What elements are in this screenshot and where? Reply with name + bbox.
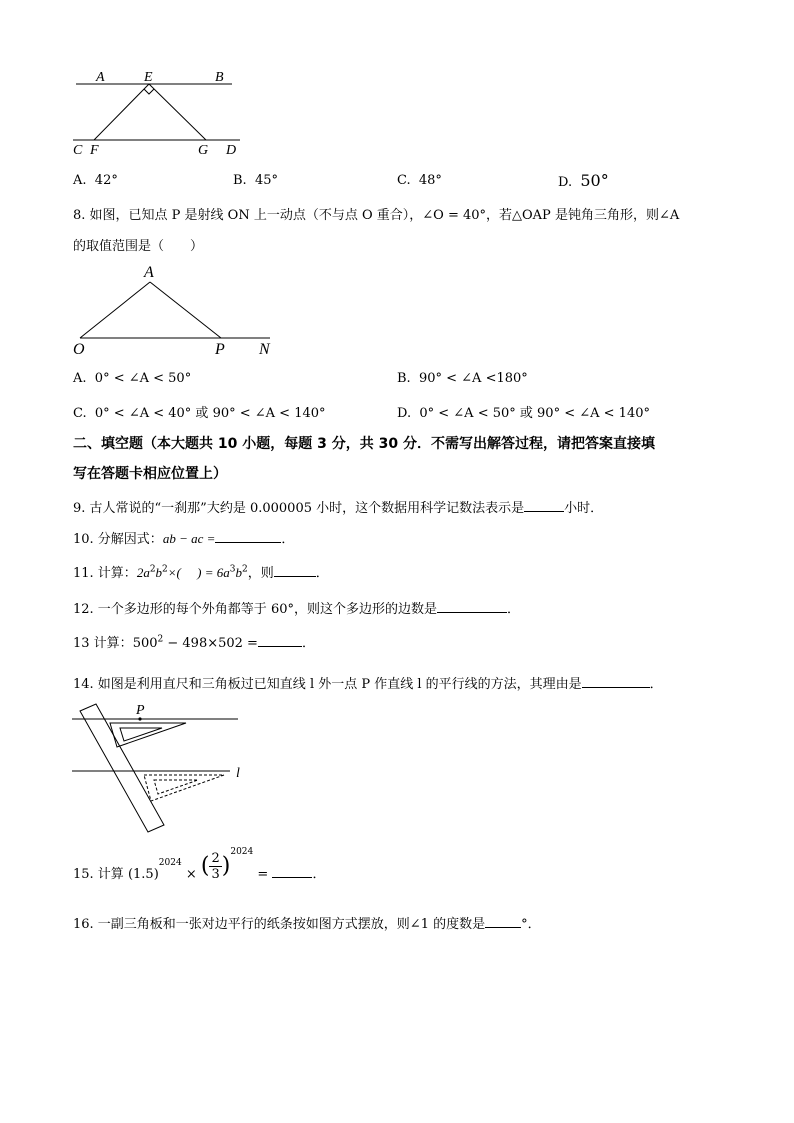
q12: [73, 598, 520, 617]
q9-answer-blank[interactable]: [524, 499, 564, 512]
q13-answer-blank[interactable]: [258, 634, 302, 647]
q8-option-a-letter: A.: [73, 371, 87, 386]
q8-option-d: [397, 402, 650, 421]
q15-times: ×: [185, 867, 197, 882]
q8-figure: [70, 262, 280, 357]
q8-stem-line1: 8. 如图，已知点 P 是射线 ON 上一动点（不与点 O 重合），∠O = 40°，若△OAP 是钝角三角形，则∠A: [73, 208, 680, 223]
q10-answer-blank[interactable]: [215, 530, 281, 543]
q8-option-c: [73, 402, 326, 421]
q8-option-a: [73, 371, 191, 386]
q11-answer-blank[interactable]: [274, 564, 316, 577]
q9-suffix: 小时．: [564, 501, 604, 516]
q11-exp4: 2: [241, 564, 248, 575]
q7-option-b-value: 45°: [254, 173, 278, 188]
q8-option-b-letter: B.: [397, 371, 411, 386]
fig7-label-B: B: [215, 70, 224, 85]
q11-expr-c: ×( ) = 6a: [167, 565, 230, 580]
q11: [73, 562, 329, 581]
q15-answer-blank[interactable]: [272, 865, 312, 878]
q16: [73, 913, 541, 932]
q15-base: (1.5): [127, 867, 159, 882]
q11-exp3: 3: [229, 564, 236, 575]
q7-option-a: [73, 173, 118, 188]
q7-option-d-letter: D.: [558, 175, 573, 190]
q15-exp1: 2024: [158, 857, 182, 868]
q15-text: 15. 计算: [73, 867, 124, 882]
q9-text: 9. 古人常说的“一刹那”大约是 0.000005 小时，这个数据用科学记数法表示是: [73, 501, 525, 516]
q7-option-b-letter: B.: [233, 173, 247, 188]
q10-text: 10. 分解因式：: [73, 532, 163, 547]
q16-suffix: °．: [521, 917, 541, 932]
q9: [73, 497, 603, 516]
fig8-label-O: O: [73, 341, 85, 358]
q8-option-b: [397, 371, 528, 386]
q14-figure: [70, 700, 255, 835]
q7-option-c: [397, 173, 442, 188]
q13-exp: 2: [157, 634, 164, 645]
q8-stem-line2: 的取值范围是（ ）: [73, 239, 204, 254]
q15-numerator: 2: [211, 851, 220, 866]
section2-heading-line1: 二、填空题（本大题共 10 小题，每题 3 分，共 30 分．不需写出解答过程，请把答案直接填: [73, 436, 655, 452]
q7-figure: [70, 68, 250, 158]
q7-option-d: [558, 171, 609, 190]
q13-text: 13 计算：: [73, 636, 133, 651]
q15-exp2: 2024: [230, 847, 254, 857]
q8-option-d-letter: D.: [397, 406, 412, 421]
q13-expr-b: − 498×502 =: [163, 636, 258, 651]
section2-heading-line2: 写在答题卡相应位置上）: [73, 466, 227, 482]
fig14-label-l: l: [236, 766, 240, 781]
q7-option-a-letter: A.: [73, 173, 87, 188]
fig8-label-N: N: [259, 341, 270, 358]
q8-option-c-value: 0° < ∠A < 40° 或 90° < ∠A < 140°: [94, 406, 326, 421]
q7-option-a-value: 42°: [94, 173, 118, 188]
fig14-label-P: P: [136, 703, 145, 718]
q10-suffix: ．: [281, 532, 295, 547]
fig7-label-C: C: [73, 143, 83, 158]
q11-expr-b: b: [155, 565, 163, 580]
q14-answer-blank[interactable]: [582, 675, 650, 688]
q7-option-b: [233, 173, 278, 188]
q16-answer-blank[interactable]: [485, 915, 521, 928]
q15-denominator: 3: [211, 867, 220, 882]
q15-equals: =: [257, 867, 269, 882]
q13-suffix: ．: [301, 636, 315, 651]
q11-expr-a: 2a: [136, 565, 150, 580]
fig8-label-A: A: [144, 264, 154, 281]
q10-expression: ab − ac =: [162, 531, 216, 546]
q7-option-c-value: 48°: [418, 173, 442, 188]
fig7-label-F: F: [90, 143, 99, 158]
q12-text: 12. 一个多边形的每个外角都等于 60°，则这个多边形的边数是: [73, 602, 437, 617]
fig7-label-A: A: [96, 70, 105, 85]
q10: [73, 528, 294, 547]
q11-suffix: ．: [315, 566, 329, 581]
q14-text: 14. 如图是利用直尺和三角板过已知直线 l 外一点 P 作直线 l 的平行线的方法，其理由是: [73, 677, 582, 692]
q15-fraction: ( $\frac{2}{3}$ ): [200, 851, 231, 882]
q14: [73, 673, 663, 692]
q15-suffix: ．: [312, 867, 326, 882]
q12-suffix: ．: [506, 602, 520, 617]
q8-option-a-value: 0° < ∠A < 50°: [94, 371, 192, 386]
q13-expr-a: 500: [132, 636, 158, 651]
q11-mid: ，则: [247, 566, 274, 581]
q7-option-c-letter: C.: [397, 173, 411, 188]
q8-option-d-value: 0° < ∠A < 50° 或 90° < ∠A < 140°: [419, 406, 650, 421]
fig7-label-D: D: [226, 143, 237, 158]
fig7-label-E: E: [144, 70, 153, 85]
q16-text: 16. 一副三角板和一张对边平行的纸条按如图方式摆放，则∠1 的度数是: [73, 917, 486, 932]
fig8-label-P: P: [215, 341, 225, 358]
q11-exp2: 2: [162, 564, 168, 575]
q12-answer-blank[interactable]: [437, 600, 507, 613]
q7-option-d-value: 50°: [580, 171, 609, 190]
q11-exp1: 2: [149, 564, 156, 575]
q14-suffix: ．: [649, 677, 663, 692]
q8-option-b-value: 90° < ∠A <180°: [418, 371, 528, 386]
q11-text: 11. 计算：: [73, 566, 137, 581]
q11-expr-d: b: [235, 565, 242, 580]
fig7-label-G: G: [198, 143, 209, 158]
q8-option-c-letter: C.: [73, 406, 87, 421]
q13: [73, 632, 315, 651]
q15: [73, 849, 325, 889]
